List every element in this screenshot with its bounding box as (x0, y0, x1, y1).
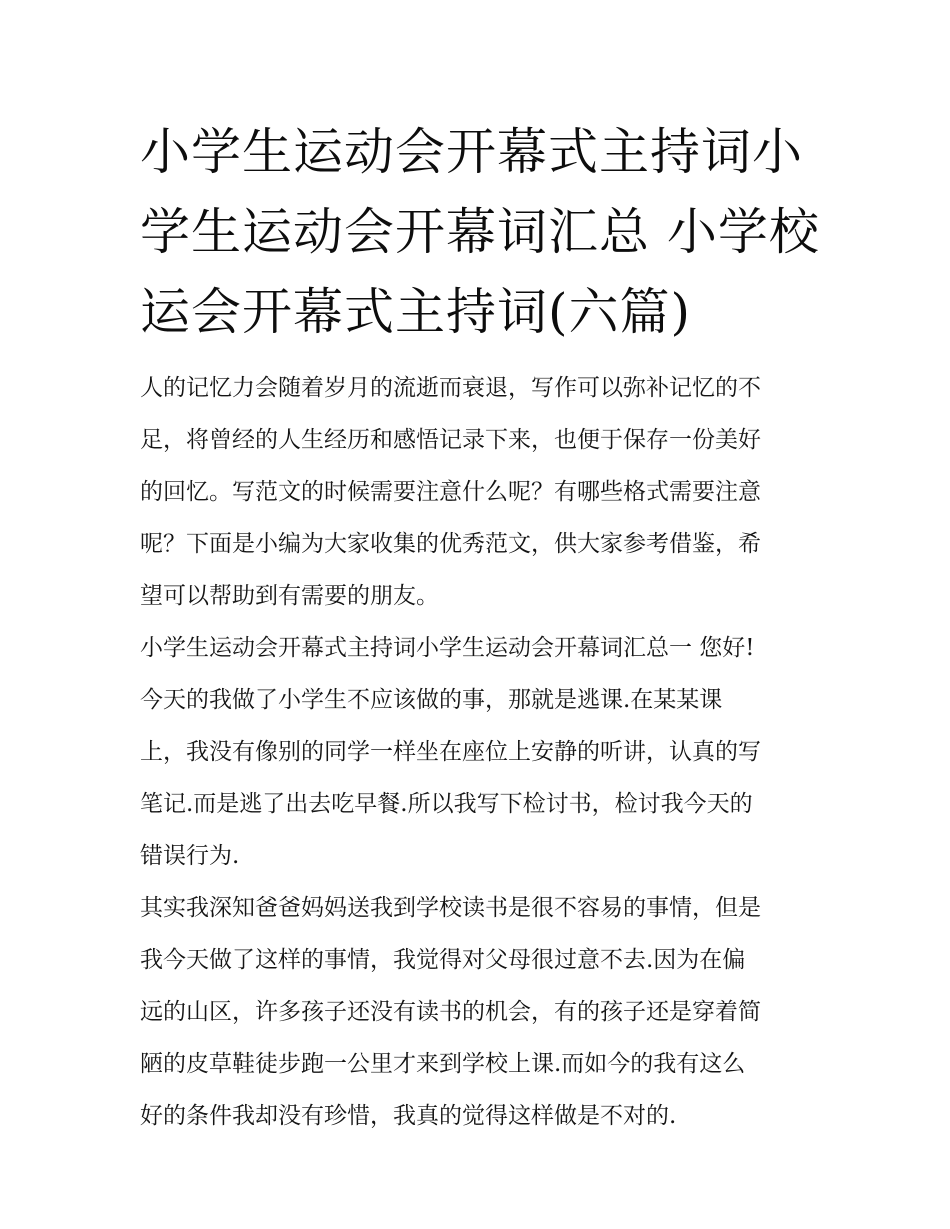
document-title (140, 112, 820, 352)
title-line: 小学生运动会开幕式主持词小 (140, 123, 803, 181)
paragraph-line: 我今天做了这样的事情，我觉得对父母很过意不去.因为在偏 (140, 947, 746, 973)
paragraph-line: 上，我没有像别的同学一样坐在座位上安静的听讲，认真的写 (140, 739, 761, 765)
title-line: 学生运动会开幕词汇总 小学校 (140, 203, 820, 261)
paragraph-line: 好的条件我却没有珍惜，我真的觉得这样做是不对的. (140, 1103, 677, 1129)
paragraph-line: 呢？下面是小编为大家收集的优秀范文，供大家参考借鉴，希 (140, 531, 761, 557)
title-line: 运会开幕式主持词(六篇) (140, 283, 692, 341)
paragraph-line: 陋的皮草鞋徒步跑一公里才来到学校上课.而如今的我有这么 (140, 1051, 746, 1077)
paragraph-line: 的回忆。写范文的时候需要注意什么呢？有哪些格式需要注意 (140, 479, 761, 505)
document-content (140, 112, 820, 1142)
paragraph-line: 错误行为. (140, 843, 240, 869)
body-paragraph-1 (140, 622, 812, 882)
paragraph-line: 其实我深知爸爸妈妈送我到学校读书是很不容易的事情，但是 (140, 895, 761, 921)
paragraph-line: 远的山区，许多孩子还没有读书的机会，有的孩子还是穿着简 (140, 999, 761, 1025)
paragraph-line: 足，将曾经的人生经历和感悟记录下来，也便于保存一份美好 (140, 427, 761, 453)
paragraph-line: 望可以帮助到有需要的朋友。 (140, 583, 439, 609)
intro-paragraph (140, 362, 812, 622)
paragraph-line: 今天的我做了小学生不应该做的事，那就是逃课.在某某课 (140, 687, 723, 713)
body-paragraph-2 (140, 882, 812, 1142)
paragraph-line: 人的记忆力会随着岁月的流逝而衰退，写作可以弥补记忆的不 (140, 375, 761, 401)
paragraph-line: 小学生运动会开幕式主持词小学生运动会开幕词汇总一 您好! (140, 635, 755, 661)
paragraph-line: 笔记.而是逃了出去吃早餐.所以我写下检讨书，检讨我今天的 (140, 791, 753, 817)
